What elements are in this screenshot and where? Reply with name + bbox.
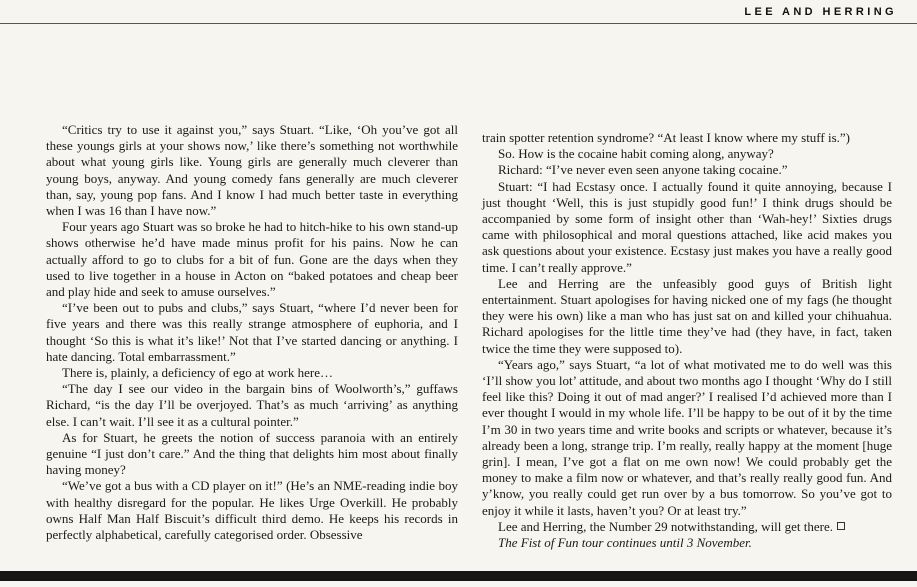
paragraph: Four years ago Stuart was so broke he had to hitch-hike to his own stand-up shows otherwise he’d have made minus profit for his pains. Now he can actually afford to go to clubs for a bit of fun. Gone are the days when they used to live together in a house in Acton on “baked potatoes and cheap beer and play hide and seek to amuse ourselves.” [46, 219, 458, 300]
closing-paragraph [482, 519, 892, 535]
article-column-right [482, 130, 892, 551]
paragraph: There is, plainly, a deficiency of ego at work here… [62, 365, 333, 381]
paragraph: “The day I see our video in the bargain bins of Woolworth’s,” guffaws Richard, “is the day I’ll be overjoyed. That’s as much ‘arriving’ as anything else. I can’t wait. I’ll see it as a cultural pointer.” [46, 381, 458, 429]
page-bottom-bar [0, 571, 917, 581]
closing-text: Lee and Herring, the Number 29 notwithstanding, will get there. [498, 518, 834, 534]
header-rule [0, 23, 917, 24]
paragraph: As for Stuart, he greets the notion of success paranoia with an entirely genuine “I just don’t care.” And the thing that delights him most about finally having money? [46, 429, 458, 478]
article-column-left [46, 122, 458, 543]
show-title: The Fist of Fun [498, 535, 579, 551]
paragraph: “Critics try to use it against you,” says Stuart. “Like, ‘Oh you’ve got all these youngs girls at your shows now,’ like there’s something not worthwhile about what young girls like. Young girls are generally much cleverer than young boys, anyway. And young comedy fans generally are much cleverer than, say, young pop fans. And I know I had much better taste in everything when I was 16 than I have now.” [46, 122, 458, 219]
paragraph: Richard: “I’ve never even seen anyone taking cocaine.” [498, 162, 788, 178]
running-head: LEE AND HERRING [744, 6, 897, 18]
paragraph: “I’ve been out to pubs and clubs,” says Stuart, “where I’d never been for five years and there was this really strange atmosphere of euphoria, and I thought ‘So this is what it’s like!’ Not that I’ve started dancing or anything. I hate dancing. Total embarrassment.” [46, 300, 458, 364]
tour-note [482, 535, 892, 551]
paragraph: “Years ago,” says Stuart, “a lot of what motivated me to do well was this ‘I’ll show you lot’ attitude, and about two months ago I thought ‘Why do I still feel like this? Doing it out of mad anger?’ I realised I’d achieved more than I ever thought I would in my whole life. I’ll be happy to be out of it by the time I’m 30 in two years time and write books and scripts or whatever, because it’s already been a long, strange trip. I’m really, really happy at the moment [huge grin]. I mean, I’ve got a flat on me own now! We could probably get the money to make a film now or whatever, and that’s really really good fun. And y’know, you really could get run over by a bus tomorrow. So you’ve got to enjoy it while it lasts, haven’t you? Or at least try.” [482, 356, 892, 518]
paragraph: Stuart: “I had Ecstasy once. I actually found it quite annoying, because I just thought ‘Well, this is just stupidly good fun!’ I think drugs should be accompanied by some form of insight other than ‘Wah-hey!’ Sixties drugs came with philosophical and moral questions attached, like acid makes you ask questions about your existence. Ecstasy just makes you have a really good time. I can’t really approve.” [482, 178, 892, 275]
end-of-article-mark [837, 522, 845, 530]
paragraph: Lee and Herring are the unfeasibly good guys of British light entertainment. Stuart apologises for having nicked one of my fags (he thought they were his own) like a man who has just sat on and killed your chihuahua. Richard apologises for the little time they’ve had (they have, in fact, taken twice the time they were supposed to). [482, 275, 892, 356]
paragraph: train spotter retention syndrome? “At least I know where my stuff is.”) [482, 130, 850, 145]
paragraph: “We’ve got a bus with a CD player on it!” (He’s an NME-reading indie boy with healthy disregard for the popular. He likes Urge Overkill. He probably owns Half Man Half Biscuit’s difficult third demo. He keeps his records in perfectly alphabetical, carefully categorised order. Obsessive [46, 478, 458, 543]
paragraph: So. How is the cocaine habit coming along, anyway? [498, 146, 774, 162]
tour-dates: tour continues until 3 November. [581, 535, 752, 551]
